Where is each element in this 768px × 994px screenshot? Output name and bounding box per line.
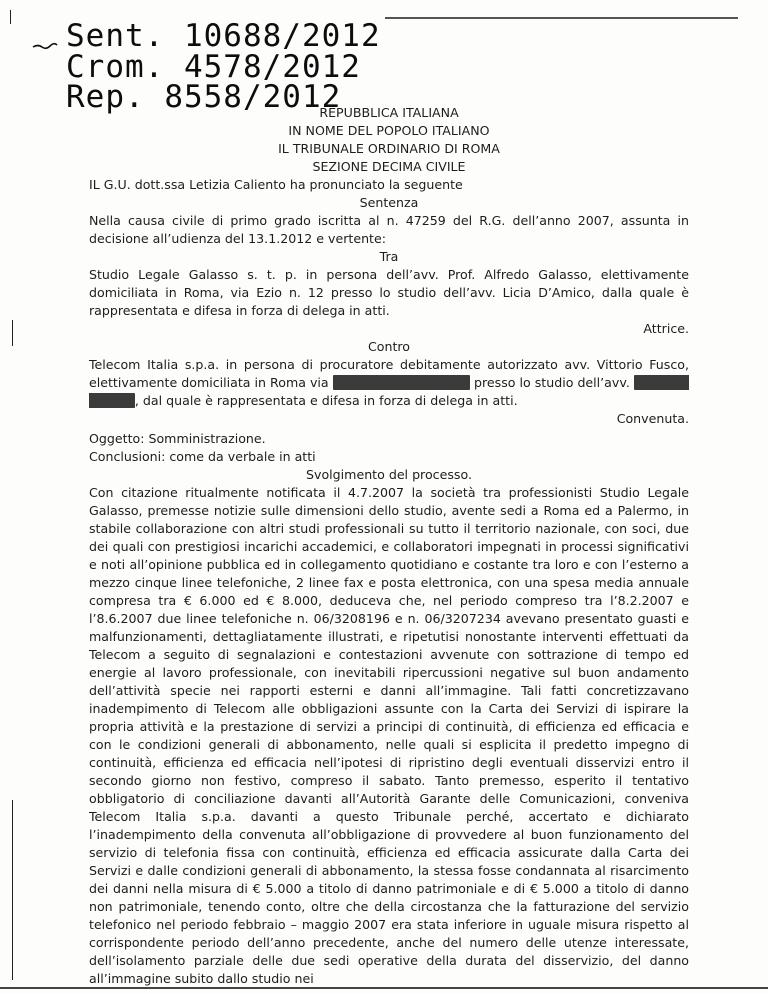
redacted-address: Vittoria Colonna n. 32 (332, 375, 470, 390)
convenuta-text-c: , dal quale è rappresentata e difesa in forza di delega in atti. (134, 393, 518, 408)
causa-paragraph: Nella causa civile di primo grado iscritta al n. 47259 del R.G. dell’anno 2007, assunta in decisione all’udienza del 13.1.2012 e vertente: (89, 213, 689, 246)
convenuta-paragraph (89, 356, 689, 410)
convenuta-text-b: presso lo studio dell’avv. (469, 375, 634, 390)
conclusioni-line: Conclusioni: come da verbale in atti (89, 449, 316, 464)
intro-line: IL G.U. dott.ssa Letizia Caliento ha pronunciato la seguente (89, 177, 463, 192)
margin-mark (12, 320, 13, 346)
margin-mark (10, 10, 11, 24)
attrice-label: Attrice. (643, 321, 689, 336)
handwritten-mark-icon (32, 42, 58, 50)
handwritten-rep-number: Rep. 8558/2012 (66, 79, 342, 115)
convenuta-label: Convenuta. (616, 411, 689, 426)
header-repubblica: REPUBBLICA ITALIANA (319, 105, 459, 120)
attrice-paragraph: Studio Legale Galasso s. t. p. in persona dell’avv. Prof. Alfredo Galasso, elettivamente domiciliata in Roma, via Ezio n. 12 presso lo studio dell’avv. Licia D’Amico, dalla quale è rappresentata e difesa in forza di delega in atti. (89, 267, 689, 318)
oggetto-line: Oggetto: Somministrazione. (89, 431, 266, 446)
header-tribunale: IL TRIBUNALE ORDINARIO DI ROMA (278, 141, 500, 156)
handwritten-sentence-number: Sent. 10688/2012 (66, 18, 381, 54)
redacted-lawyer-name: Paolo De Angelis (89, 375, 690, 408)
sentenza-title: Sentenza (359, 195, 419, 210)
scan-edge-line-top (385, 17, 738, 19)
svolgimento-title: Svolgimento del processo. (306, 467, 472, 482)
tra-label: Tra (379, 249, 399, 264)
document-body (89, 104, 689, 988)
header-sezione: SEZIONE DECIMA CIVILE (312, 159, 466, 174)
body-paragraph: Con citazione ritualmente notificata il 4.7.2007 la società tra professionisti Studio Legale Galasso, premesse notizie sulle dimensioni dello studio, avente sedi a Roma ed a Palermo, in stabile collaborazione con altri studi professionali su tutto il territorio nazionale, con soci, due dei quali con prestigiosi incarichi accademici, e collaboratori impegnati in processi significativi e noti all’opinione pubblica ed in collegamento quotidiano e costante tra loro e con l’esterno a mezzo cinque linee telefoniche, 2 linee fax e posta elettronica, con una spesa media annuale compresa tra € 6.000 ed € 8.000, deduceva che, nel periodo compreso tra l’8.2.2007 e l’8.6.2007 due linee telefoniche n. 06/3208196 e n. 06/3207234 avevano presentato guasti e malfunzionamenti, dettagliatamente illustrati, e ripetutisi nonostante interventi effettuati da Telecom a seguito di segnalazioni e contestazioni avvenute con sottrazione di tempo ed energie al lavoro professionale, con inevitabili ripercussioni negative sul buon andamento dell’attività specie nei rapporti esterni e danni all’immagine. Tali fatti concretizzavano inadempimento di Telecom alle obbligazioni assunte con la Carta dei Servizi di ispirare la propria attività e la prestazione di servizi a principi di continuità, di efficienza ed efficacia e con le condizioni generali di abbonamento, nelle quali si esplicita il predetto impegno di continuità, efficienza ed efficacia nell’ipotesi di ripristino degli eventuali disservizi entro il secondo giorno non festivo, compreso il sabato. Tanto premesso, esperito il tentativo obbligatorio di conciliazione davanti all’Autorità Garante delle Comunicazioni, conveniva Telecom Italia s.p.a. davanti a questo Tribunale perché, accertato e dichiarato l’inadempimento della convenuta all’obbligazione di provvedere al buon funzionamento del servizio di telefonia fissa con continuità, efficienza ed efficacia assicurate dalla Carta dei Servizi e dalle condizioni generali di abbonamento, la stessa fosse condannata al risarcimento dei danni nella misura di € 5.000 a titolo di danno patrimoniale e di € 5.000 a titolo di danno non patrimoniale, tenendo conto, oltre che della circostanza che la fatturazione del servizio telefonico nel periodo febbraio – maggio 2007 era stata inferiore in uguale misura rispetto al corrispondente periodo dell’anno precedente, anche del numero delle utenze interessate, dell’isolamento parziale delle due sedi operative della durata del disservizio, del danno all’immagine subito dallo studio nei (89, 485, 689, 986)
header-nome-popolo: IN NOME DEL POPOLO ITALIANO (288, 123, 490, 138)
convenuta-text-a: Telecom Italia s.p.a. in persona di procuratore debitamente autorizzato avv. Vittorio Fusco, elettivamente domiciliata in Roma via (89, 357, 689, 390)
handwritten-cron-number: Crom. 4578/2012 (66, 49, 361, 85)
contro-label: Contro (367, 339, 411, 354)
margin-mark (12, 800, 13, 980)
scan-edge-line-bottom (0, 987, 768, 989)
